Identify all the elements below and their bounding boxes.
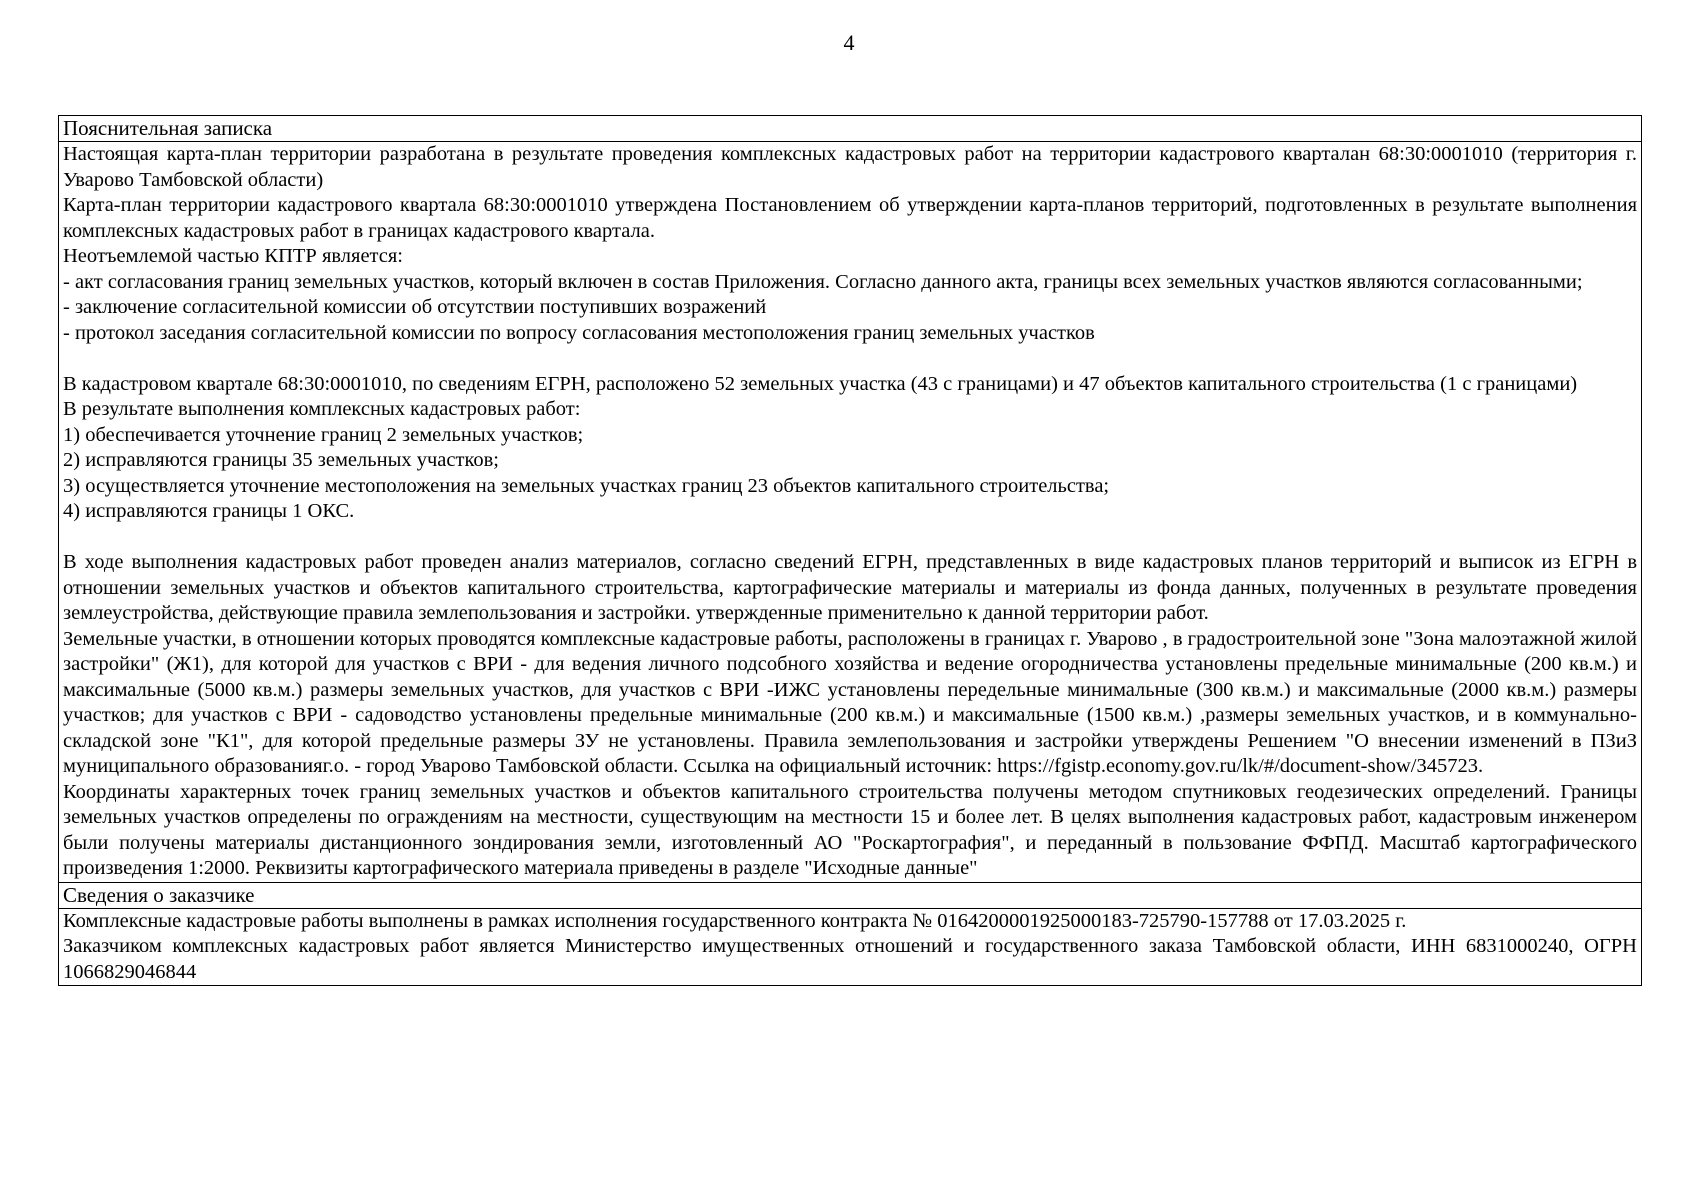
paragraph-customer: Заказчиком комплексных кадастровых работ является Министерство имущественных отношений и государственного заказа Тамбовской области, ИНН 6831000240, ОГРН 1066829046844	[63, 935, 1637, 983]
page-number: 4	[843, 30, 855, 55]
paragraph-kptr-approval: Карта-план территории кадастрового квартала 68:30:0001010 утверждена Постановлением об утверждении карта-планов территорий, подготовленных в результате выполнения комплексных кадастровых работ в границах кадастрового квартала.	[63, 194, 1637, 242]
customer-info-heading: Сведения о заказчике	[59, 882, 1641, 908]
list-item-result-3: 3) осуществляется уточнение местоположения на земельных участках границ 23 объектов капитального строительства;	[63, 474, 1110, 497]
paragraph-zoning: Земельные участки, в отношении которых проводятся комплексные кадастровые работы, расположены в границах г. Уварово , в градостроительной зоне "Зона малоэтажной жилой застройки" (Ж1), для которой для участков с ВРИ - для ведения личного подсобного хозяйства и ведение огородничества установлены предельные минимальные (200 кв.м.) и максимальные (5000 кв.м.) размеры земельных участков, для участков с ВРИ -ИЖС установлены передельные минимальные (300 кв.м.) и максимальные (2000 кв.м.) размеры участков; для участков с ВРИ - садоводство установлены предельные минимальные (200 кв.м.) и максимальные (1500 кв.м.) ,размеры земельных участков, и в коммунально-складской зоне "К1", для которой предельные размеры ЗУ не установлены. Правила землепользования и застройки утверждены Решением "О внесении изменений в ПЗиЗ муниципального образованияг.о. - город Уварово Тамбовской области. Ссылка на официальный источник: https://fgistp.economy.gov.ru/lk/#/document-show/345723.	[63, 627, 1637, 777]
paragraph-kptr-intro: Настоящая карта-план территории разработана в результате проведения комплексных кадастровых работ на территории кадастрового кварталан 68:30:0001010 (территория г. Уварово Тамбовской области)	[63, 143, 1637, 191]
explanatory-note-body	[59, 141, 1641, 882]
paragraph-quarter-summary: В кадастровом квартале 68:30:0001010, по сведениям ЕГРН, расположено 52 земельных участка (43 с границами) и 47 объектов капитального строительства (1 с границами)	[63, 372, 1578, 395]
list-item-commission-protocol: - протокол заседания согласительной комиссии по вопросу согласования местоположения границ земельных участков	[63, 321, 1095, 344]
spacer	[63, 346, 1637, 372]
list-item-commission-conclusion: - заключение согласительной комиссии об отсутствии поступивших возражений	[63, 296, 767, 318]
customer-info-body	[59, 908, 1641, 986]
paragraph-results-label: В результате выполнения комплексных кадастровых работ:	[63, 398, 581, 420]
paragraph-kptr-parts-label: Неотъемлемой частью КПТР является:	[63, 245, 403, 267]
explanatory-note-heading: Пояснительная записка	[63, 116, 273, 140]
spacer	[63, 525, 1637, 551]
paragraph-materials-analysis: В ходе выполнения кадастровых работ проведен анализ материалов, согласно сведений ЕГРН, представленных в виде кадастровых планов территорий и выписок из ЕГРН в отношении земельных участков и объектов капитального строительства, картографические материалы и материалы из фонда данных, полученных в результате проведения землеустройства, действующие правила землепользования и застройки. утвержденные применительно к данной территории работ.	[63, 551, 1637, 624]
document-table	[58, 115, 1642, 986]
list-item-result-1: 1) обеспечивается уточнение границ 2 земельных участков;	[63, 423, 584, 446]
paragraph-contract: Комплексные кадастровые работы выполнены в рамках исполнения государственного контракта № 0164200001925000183-725790-157788 от 17.03.2025 г.	[63, 909, 1407, 932]
paragraph-coordinates: Координаты характерных точек границ земельных участков и объектов капитального строительства получены методом спутниковых геодезических определений. Границы земельных участков определены по ограждениям на местности, существующим на местности 15 и более лет. В целях выполнения кадастровых работ, кадастровым инженером были получены материалы дистанционного зондирования земли, изготовленный АО "Роскартография", и переданный в пользование ФФПД. Масштаб картографического произведения 1:2000. Реквизиты картографического материала приведены в разделе "Исходные данные"	[63, 780, 1637, 879]
list-item-result-4: 4) исправляются границы 1 ОКС.	[63, 500, 355, 522]
list-item-agreement-act: - акт согласования границ земельных участков, который включен в состав Приложения. Согласно данного акта, границы всех земельных участков являются согласованными;	[63, 270, 1583, 293]
list-item-result-2: 2) исправляются границы 35 земельных участков;	[63, 449, 499, 471]
